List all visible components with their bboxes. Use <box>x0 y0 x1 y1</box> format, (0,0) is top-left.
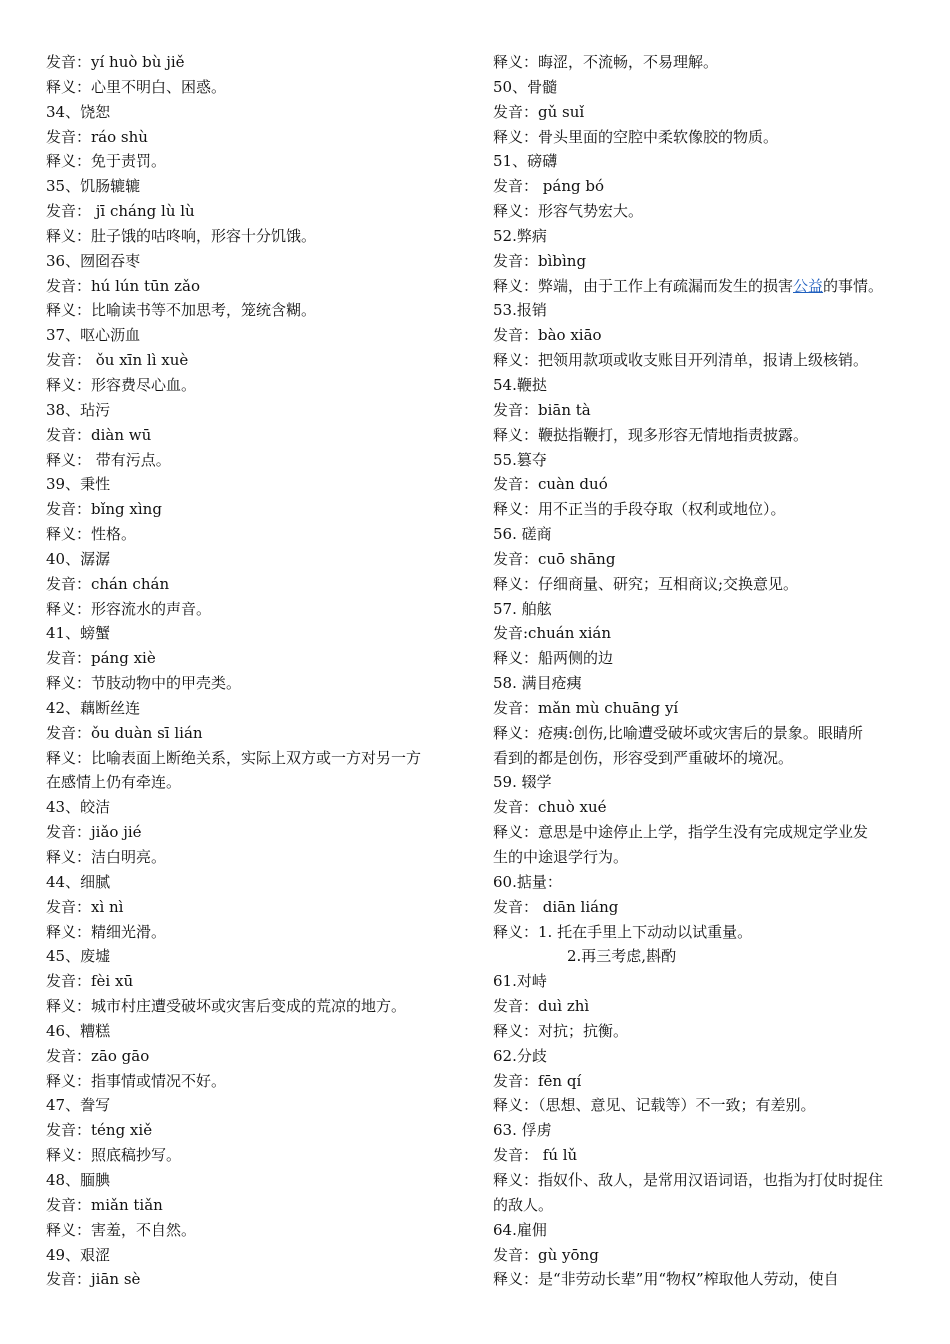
left-column-line: 发音：ráo shù <box>46 127 148 146</box>
left-column-line: 发音：bǐng xìng <box>46 500 162 519</box>
right-column-line: 发音：bìbìng <box>493 251 587 270</box>
left-column-line: 发音：páng xiè <box>46 649 156 668</box>
right-column-line: 发音：mǎn mù chuāng yí <box>493 698 679 717</box>
left-column-line: 41、螃蟹 <box>46 624 111 643</box>
right-column-line: 发音：gǔ suǐ <box>493 102 585 121</box>
right-column-line: 释义：用不正当的手段夺取（权利或地位）。 <box>493 500 786 519</box>
left-column-line: 释义：形容费尽心血。 <box>46 375 197 394</box>
left-column-line: 释义：节肢动物中的甲壳类。 <box>46 674 242 693</box>
right-column-line: 55.篡夺 <box>493 450 547 469</box>
left-column-line: 发音：diàn wū <box>46 425 152 444</box>
right-column-line: 2.再三考虑,斟酌 <box>567 947 677 966</box>
right-column-line: 释义：（思想、意见、记载等）不一致；有差别。 <box>493 1096 816 1115</box>
right-column-line: 62.分歧 <box>493 1046 547 1065</box>
left-column-line: 发音：miǎn tiǎn <box>46 1195 163 1214</box>
left-column-line: 发音：téng xiě <box>46 1121 153 1140</box>
right-column-line: 发音：biān tà <box>493 400 591 419</box>
right-column-line: 57. 舶舷 <box>493 599 552 618</box>
right-column-line: 发音：cuàn duó <box>493 475 608 494</box>
left-column-line: 发音： jī cháng lù lù <box>46 202 195 221</box>
left-column <box>46 50 464 1292</box>
right-column-line: 52.弊病 <box>493 226 547 245</box>
left-column-line: 释义： 带有污点。 <box>46 450 171 469</box>
right-column-line: 释义：对抗；抗衡。 <box>493 1021 629 1040</box>
right-column-line: 发音： páng bó <box>493 177 604 196</box>
left-column-line: 36、囫囵吞枣 <box>46 251 141 270</box>
right-column-line: 发音：gù yōng <box>493 1245 599 1264</box>
right-column-line: 释义：把领用款项或收支账目开列清单，报请上级核销。 <box>493 351 869 370</box>
left-column-line: 释义：比喻读书等不加思考，笼统含糊。 <box>46 301 317 320</box>
right-column-line: 生的中途退学行为。 <box>493 848 629 866</box>
right-column-line: 63. 俘虏 <box>493 1121 552 1140</box>
left-column-line: 45、废墟 <box>46 947 111 966</box>
right-column-line: 释义：疮痍:创伤,比喻遭受破坏或灾害后的景象。眼睛所 <box>493 723 863 742</box>
left-column-line: 释义：洁白明亮。 <box>46 848 167 866</box>
right-column-line: 50、骨髓 <box>493 77 558 96</box>
right-column-line: 释义：骨头里面的空腔中柔软像胶的物质。 <box>493 127 779 146</box>
left-column-line: 发音：fèi xū <box>46 972 134 991</box>
right-column-line: 发音：bào xiāo <box>493 326 602 345</box>
right-column-line: 发音：duì zhì <box>493 997 590 1016</box>
right-column-line: 释义：晦涩，不流畅，不易理解。 <box>493 53 719 71</box>
right-column-line: 的敌人。 <box>493 1195 554 1214</box>
left-column-line: 释义：肚子饿的咕咚响，形容十分饥饿。 <box>46 226 317 245</box>
right-column-line <box>493 274 931 299</box>
left-column-line: 34、饶恕 <box>46 102 111 121</box>
right-column-line: 释义：1. 托在手里上下动动以试重量。 <box>493 922 753 941</box>
right-column-line: 发音:chuán xián <box>493 624 612 643</box>
right-column-line: 64.雇佣 <box>493 1220 547 1239</box>
left-column-line: 释义：指事情或情况不好。 <box>46 1071 227 1090</box>
left-column-line: 释义：城市村庄遭受破坏或灾害后变成的荒凉的地方。 <box>46 997 407 1016</box>
right-column-line: 发音：fēn qí <box>493 1071 582 1090</box>
left-column-line: 49、艰涩 <box>46 1245 111 1264</box>
right-column-line: 释义：形容气势宏大。 <box>493 202 644 221</box>
left-column-line: 发音：zāo gāo <box>46 1046 150 1065</box>
right-column-line: 释义：是“非劳动长辈”用“物权”榨取他人劳动，使自 <box>493 1270 839 1289</box>
left-column-line: 发音：xì nì <box>46 897 124 916</box>
right-column-line: 发音：cuō shāng <box>493 549 616 568</box>
left-column-line: 释义：精细光滑。 <box>46 922 167 941</box>
text-before-link: 释义：弊端，由于工作上有疏漏而发生的损害 <box>493 276 794 295</box>
right-column-line: 看到的都是创伤，形容受到严重破坏的境况。 <box>493 748 794 767</box>
left-column-line: 48、腼腆 <box>46 1170 111 1189</box>
left-column-line: 39、秉性 <box>46 475 111 494</box>
left-column-line: 释义：比喻表面上断绝关系，实际上双方或一方对另一方 <box>46 748 422 767</box>
right-column-line: 51、磅礴 <box>493 152 558 171</box>
left-column-line: 发音：ǒu duàn sī lián <box>46 723 203 742</box>
left-column-line: 47、誊写 <box>46 1096 111 1115</box>
right-column-line: 发音：chuò xué <box>493 798 607 817</box>
text-after-link: 的事情。 <box>823 276 884 295</box>
left-column-line: 40、潺潺 <box>46 549 111 568</box>
right-column <box>493 50 931 1292</box>
left-column-line: 44、细腻 <box>46 872 111 891</box>
right-column-line: 释义：指奴仆、敌人，是常用汉语词语，也指为打仗时捉住 <box>493 1170 884 1189</box>
right-column-line: 54.鞭挞 <box>493 375 547 394</box>
right-column-line: 59. 辍学 <box>493 773 552 792</box>
left-column-line: 43、皎洁 <box>46 798 111 817</box>
right-column-line: 61.对峙 <box>493 972 547 991</box>
left-column-line: 42、藕断丝连 <box>46 698 141 717</box>
left-column-line: 释义：形容流水的声音。 <box>46 599 212 618</box>
left-column-line: 46、糟糕 <box>46 1021 111 1040</box>
left-column-line: 释义：性格。 <box>46 525 137 544</box>
right-column-line: 56. 磋商 <box>493 525 552 544</box>
left-column-line: 发音：jiǎo jié <box>46 823 142 842</box>
right-column-line: 释义：仔细商量、研究；互相商议;交换意见。 <box>493 574 799 593</box>
left-column-line: 释义：心里不明白、困惑。 <box>46 77 227 96</box>
left-column-line: 发音： ǒu xīn lì xuè <box>46 351 189 370</box>
left-column-line: 35、饥肠辘辘 <box>46 177 141 196</box>
left-column-line: 释义：照底稿抄写。 <box>46 1146 182 1165</box>
left-column-line: 释义：害羞，不自然。 <box>46 1220 197 1239</box>
left-column-line: 释义：免于责罚。 <box>46 152 167 171</box>
left-column-line: 37、呕心沥血 <box>46 326 141 345</box>
right-column-line: 发音： fú lǔ <box>493 1146 578 1165</box>
right-column-line: 释义：意思是中途停止上学，指学生没有完成规定学业发 <box>493 823 869 842</box>
left-column-line: 38、玷污 <box>46 400 111 419</box>
left-column-line: 在感情上仍有牵连。 <box>46 773 182 792</box>
right-column-line: 释义：船两侧的边 <box>493 649 614 668</box>
right-column-line: 58. 满目疮痍 <box>493 674 582 693</box>
left-column-line: 发音：chán chán <box>46 574 170 593</box>
left-column-line: 发音：hú lún tūn zǎo <box>46 276 200 295</box>
right-column-line: 释义：鞭挞指鞭打，现多形容无情地指责披露。 <box>493 425 809 444</box>
right-column-line: 53.报销 <box>493 301 547 320</box>
right-column-line: 发音： diān liáng <box>493 897 619 916</box>
left-column-line: 发音：jiān sè <box>46 1270 141 1289</box>
right-column-line: 60.掂量： <box>493 872 562 891</box>
gongyi-link[interactable]: 公益 <box>793 276 824 295</box>
left-column-line: 发音：yí huò bù jiě <box>46 53 185 71</box>
